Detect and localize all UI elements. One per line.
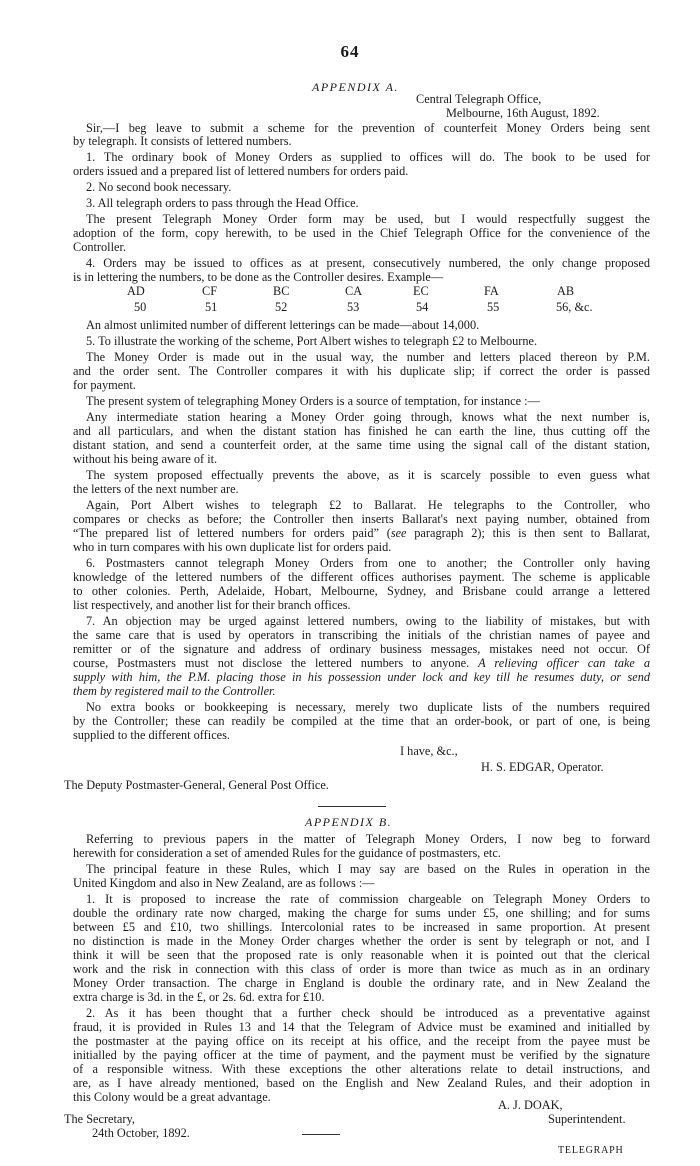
text-run: course, Postmasters must not disclose the lettered numbers to anyone. <box>73 656 479 670</box>
body-line: Any intermediate station hearing a Money Order going through, knows what the next number is, <box>86 410 650 424</box>
body-line: for payment. <box>73 378 136 392</box>
body-line: are, as I have already mentioned, based on the English and New Zealand Rules, and their adoption in <box>73 1076 650 1090</box>
example-letters-cell: EC <box>413 284 429 298</box>
body-line: An almost unlimited number of different letterings can be made—about 14,000. <box>86 318 480 332</box>
body-line: the same care that is used by operators in transcribing the initials of the christian names of payee and <box>73 628 650 642</box>
example-letters-cell: CF <box>202 284 218 298</box>
body-line: 4. Orders may be issued to offices as at present, consecutively numbered, the only change proposed <box>86 256 650 270</box>
example-numbers-cell: 55 <box>487 300 500 314</box>
body-line: the letters of the next number are. <box>73 482 239 496</box>
body-line: 7. An objection may be urged against lettered numbers, owing to the liability of mistakes, but with <box>86 614 650 628</box>
addressee: The Deputy Postmaster-General, General Post Office. <box>64 778 329 792</box>
example-numbers-cell: 53 <box>347 300 360 314</box>
body-line: Controller. <box>73 240 126 254</box>
example-numbers-cell: 51 <box>205 300 218 314</box>
example-numbers-cell: 50 <box>134 300 147 314</box>
text-run: “The prepared list of lettered numbers for orders paid” ( <box>73 526 391 540</box>
body-line: The present Telegraph Money Order form may be used, but I would respectfully suggest the <box>86 212 650 226</box>
body-line: The present system of telegraphing Money Orders is a source of temptation, for instance :— <box>86 394 540 408</box>
body-line: think it will be seen that the proposed rate is only reasonable when it is pointed out that the clerical <box>73 948 650 962</box>
body-line: by the Controller; these can readily be compiled at the time that an order-book, or part of one, is being <box>73 714 650 728</box>
body-line: 6. Postmasters cannot telegraph Money Orders from one to another; the Controller only having <box>86 556 650 570</box>
body-line: no distinction is made in the Money Order charges whether the order is sent by telegraph or not, and I <box>73 934 650 948</box>
signatory-title: Superintendent. <box>548 1112 626 1126</box>
body-line: 3. All telegraph orders to pass through the Head Office. <box>86 196 359 210</box>
body-line: them by registered mail to the Controller. <box>73 684 276 698</box>
example-letters-cell: FA <box>484 284 499 298</box>
body-line <box>73 526 650 540</box>
example-letters-cell: BC <box>273 284 290 298</box>
body-line: extra charge is 3d. in the £, or 2s. 6d. extra for £10. <box>73 990 325 1004</box>
letter-date: 24th October, 1892. <box>92 1126 190 1140</box>
body-line: initialled by the paying officer at the time of payment, and the payment must be verified by the signature <box>73 1048 650 1062</box>
body-line: 1. It is proposed to increase the rate of commission chargeable on Telegraph Money Orders to <box>86 892 650 906</box>
body-line: double the ordinary rate now charged, making the charge for sums under £5, one shilling; and for sums <box>73 906 650 920</box>
body-line: distant station, and send a counterfeit order, at the same time using the signal call of the distant station, <box>73 438 650 452</box>
body-line: No extra books or bookkeeping is necessary, merely two duplicate lists of the numbers required <box>86 700 650 714</box>
body-line: knowledge of the lettered numbers of the different offices authorises payment. The scheme is applicable <box>73 570 650 584</box>
sender-office: Central Telegraph Office, <box>416 92 542 106</box>
example-numbers-cell: 56, &c. <box>556 300 593 314</box>
body-line: 2. As it has been thought that a further check should be introduced as a preventative against <box>86 1006 650 1020</box>
body-line: fraud, it is provided in Rules 13 and 14 that the Telegram of Advice must be examined and initialled by <box>73 1020 650 1034</box>
body-line <box>73 656 650 670</box>
body-line: is in lettering the numbers, to be done as the Controller desires. Example— <box>73 270 444 284</box>
body-line: The Money Order is made out in the usual way, the number and letters placed thereon by P.M. <box>86 350 650 364</box>
section-divider <box>318 806 386 807</box>
body-line: 2. No second book necessary. <box>86 180 232 194</box>
example-numbers-cell: 54 <box>416 300 429 314</box>
appendix-b-heading: APPENDIX B. <box>305 815 393 829</box>
body-line: the postmaster at the paying office on its receipt at his office, and the receipt from the payee must be <box>73 1034 650 1048</box>
example-letters-cell: AB <box>557 284 575 298</box>
example-letters-cell: AD <box>127 284 145 298</box>
body-line: herewith for consideration a set of amended Rules for the guidance of postmasters, etc. <box>73 846 501 860</box>
body-line: 5. To illustrate the working of the scheme, Port Albert wishes to telegraph £2 to Melbourne. <box>86 334 538 348</box>
page-number: 64 <box>340 42 360 61</box>
body-line: The system proposed effectually prevents the above, as it is scarcely possible to even guess what <box>86 468 650 482</box>
text-run: paragraph 2); this is then sent to Ballarat, <box>406 526 651 540</box>
catchword: TELEGRAPH <box>558 1145 624 1156</box>
body-line: this Colony would be a great advantage. <box>73 1090 271 1104</box>
example-letters-cell: CA <box>345 284 363 298</box>
body-line: Referring to previous papers in the matter of Telegraph Money Orders, I now beg to forward <box>86 832 650 846</box>
italic-run: see <box>390 526 407 540</box>
place-date: Melbourne, 16th August, 1892. <box>446 106 600 120</box>
body-line: orders issued and a prepared list of lettered numbers for orders paid. <box>73 164 409 178</box>
italic-run: A relieving officer can take a <box>478 656 650 670</box>
salutation-line: Sir,—I beg leave to submit a scheme for the prevention of counterfeit Money Orders being sent <box>86 121 650 135</box>
signature: A. J. DOAK, <box>498 1098 563 1112</box>
body-line: compares or checks as before; the Controller then inserts Ballarat's next paying number, obtained from <box>73 512 650 526</box>
addressee: The Secretary, <box>64 1112 135 1126</box>
body-line: supply with him, the P.M. placing those in his possession under lock and key till he resumes duty, or send <box>73 670 650 684</box>
signature: H. S. EDGAR, Operator. <box>481 760 604 774</box>
body-line: remitter or of the signature and address of ordinary business messages, mistakes need not occur. Of <box>73 642 650 656</box>
appendix-a-heading: APPENDIX A. <box>312 80 399 94</box>
example-numbers-cell: 52 <box>275 300 288 314</box>
example-table <box>0 284 700 314</box>
body-line: work and the risk in connection with this class of order is more than twice as much as in an ordinary <box>73 962 650 976</box>
body-line: between £5 and £10, two shillings. Intercolonial rates to be increased in same proportion. At present <box>73 920 650 934</box>
body-line: who in turn compares with his own duplicate list for orders paid. <box>73 540 392 554</box>
body-line: list respectively, and another list for their branch offices. <box>73 598 351 612</box>
body-line: 1. The ordinary book of Money Orders as supplied to offices will do. The book to be used for <box>86 150 650 164</box>
closing-rule <box>302 1134 340 1135</box>
body-line: and the order sent. The Controller compares it with his duplicate slip; if correct the order is passed <box>73 364 650 378</box>
body-line: and all particulars, and when the distant station has finished he can earth the line, thus cutting off the <box>73 424 650 438</box>
body-line: supplied to the different offices. <box>73 728 230 742</box>
body-line: United Kingdom and also in New Zealand, are as follows :— <box>73 876 375 890</box>
body-line: Money Order transaction. The charge in England is double the ordinary rate, and in New Zealand the <box>73 976 650 990</box>
body-line: The principal feature in these Rules, which I may say are based on the Rules in operation in the <box>86 862 650 876</box>
body-line: to other colonies. Perth, Adelaide, Hobart, Melbourne, Sydney, and Brisbane could arrange a lettered <box>73 584 650 598</box>
body-line: without his being aware of it. <box>73 452 218 466</box>
body-line: by telegraph. It consists of lettered numbers. <box>73 134 292 148</box>
closing-phrase: I have, &c., <box>400 744 458 758</box>
body-line: of a responsible witness. With these exceptions the other alterations relate to detail instructions, and <box>73 1062 650 1076</box>
body-line: Again, Port Albert wishes to telegraph £2 to Ballarat. He telegraphs to the Controller, who <box>86 498 650 512</box>
body-line: adoption of the form, copy herewith, to be used in the Chief Telegraph Office for the convenience of the <box>73 226 650 240</box>
